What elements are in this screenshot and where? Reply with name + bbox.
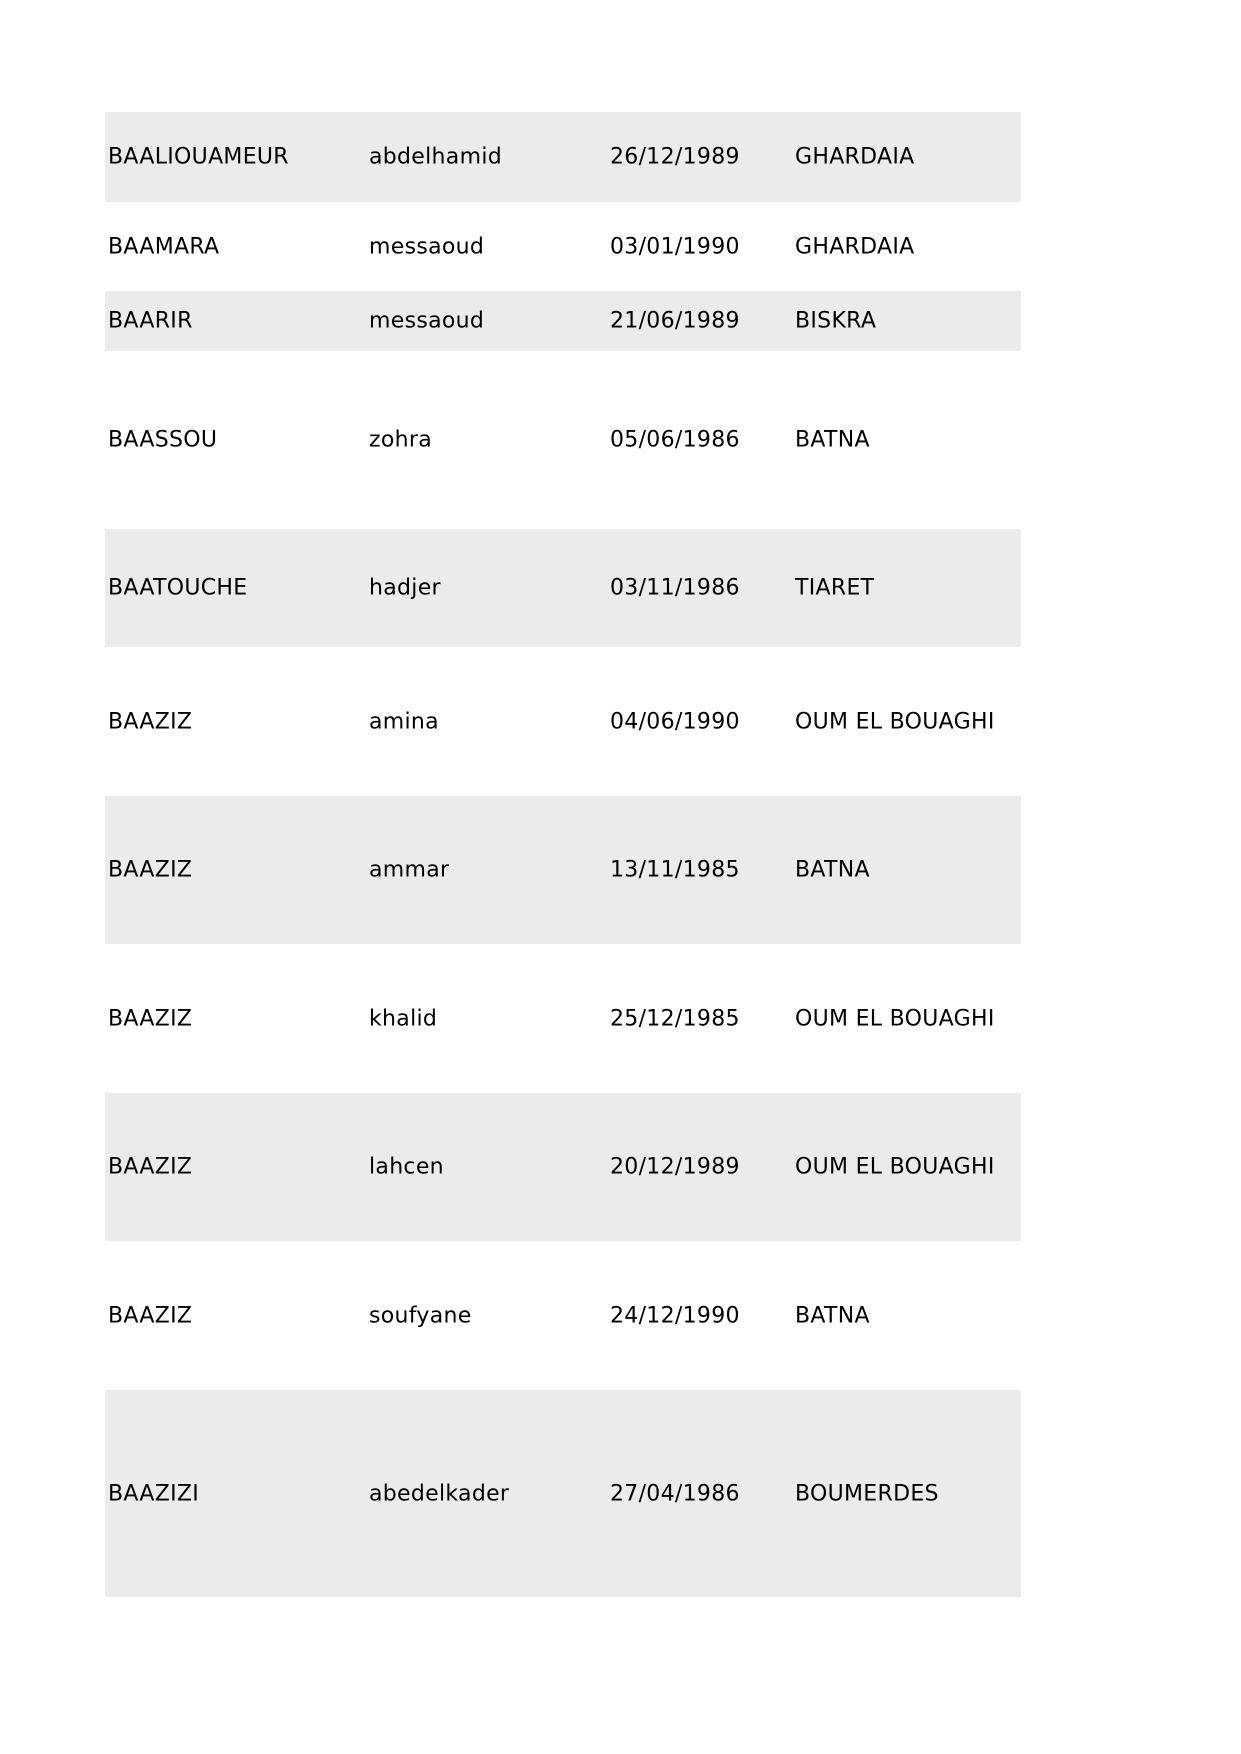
table-row xyxy=(105,1241,1021,1390)
birth-date-cell: 26/12/1989 xyxy=(610,144,740,170)
table-row xyxy=(105,1390,1021,1597)
city-cell: TIARET xyxy=(795,575,875,601)
city-cell: BISKRA xyxy=(795,308,877,334)
birth-date-cell: 27/04/1986 xyxy=(610,1481,740,1506)
last-name-cell: BAATOUCHE xyxy=(108,575,248,601)
table-row xyxy=(105,529,1021,647)
city-cell: BATNA xyxy=(795,427,870,453)
first-name-cell: hadjer xyxy=(369,575,441,601)
table-row xyxy=(105,647,1021,796)
table-row xyxy=(105,351,1021,529)
table-row xyxy=(105,944,1021,1093)
last-name-cell: BAASSOU xyxy=(108,427,218,453)
first-name-cell: lahcen xyxy=(369,1154,444,1180)
table-row xyxy=(105,796,1021,944)
city-cell: GHARDAIA xyxy=(795,234,915,259)
birth-date-cell: 20/12/1989 xyxy=(610,1154,740,1180)
table-row xyxy=(105,1093,1021,1241)
birth-date-cell: 21/06/1989 xyxy=(610,308,740,334)
city-cell: OUM EL BOUAGHI xyxy=(795,1006,995,1031)
city-cell: GHARDAIA xyxy=(795,144,915,170)
last-name-cell: BAALIOUAMEUR xyxy=(108,144,289,170)
last-name-cell: BAAZIZI xyxy=(108,1481,200,1506)
first-name-cell: messaoud xyxy=(369,234,485,259)
last-name-cell: BAARIR xyxy=(108,308,193,334)
last-name-cell: BAAMARA xyxy=(108,234,220,259)
first-name-cell: ammar xyxy=(369,857,450,883)
last-name-cell: BAAZIZ xyxy=(108,1006,193,1031)
birth-date-cell: 13/11/1985 xyxy=(610,857,740,883)
first-name-cell: amina xyxy=(369,709,439,734)
birth-date-cell: 24/12/1990 xyxy=(610,1303,740,1328)
records-table xyxy=(105,112,1021,1597)
table-row xyxy=(105,112,1021,202)
last-name-cell: BAAZIZ xyxy=(108,709,193,734)
birth-date-cell: 05/06/1986 xyxy=(610,427,740,453)
first-name-cell: khalid xyxy=(369,1006,438,1031)
last-name-cell: BAAZIZ xyxy=(108,1303,193,1328)
table-row xyxy=(105,202,1021,291)
last-name-cell: BAAZIZ xyxy=(108,857,193,883)
last-name-cell: BAAZIZ xyxy=(108,1154,193,1180)
first-name-cell: soufyane xyxy=(369,1303,472,1328)
birth-date-cell: 04/06/1990 xyxy=(610,709,740,734)
birth-date-cell: 03/01/1990 xyxy=(610,234,740,259)
first-name-cell: abdelhamid xyxy=(369,144,502,170)
birth-date-cell: 03/11/1986 xyxy=(610,575,740,601)
city-cell: BOUMERDES xyxy=(795,1481,939,1506)
table-row xyxy=(105,291,1021,351)
city-cell: OUM EL BOUAGHI xyxy=(795,1154,995,1180)
city-cell: OUM EL BOUAGHI xyxy=(795,709,995,734)
first-name-cell: abedelkader xyxy=(369,1481,510,1506)
birth-date-cell: 25/12/1985 xyxy=(610,1006,740,1031)
first-name-cell: zohra xyxy=(369,427,432,453)
first-name-cell: messaoud xyxy=(369,308,485,334)
city-cell: BATNA xyxy=(795,1303,870,1328)
city-cell: BATNA xyxy=(795,857,870,883)
